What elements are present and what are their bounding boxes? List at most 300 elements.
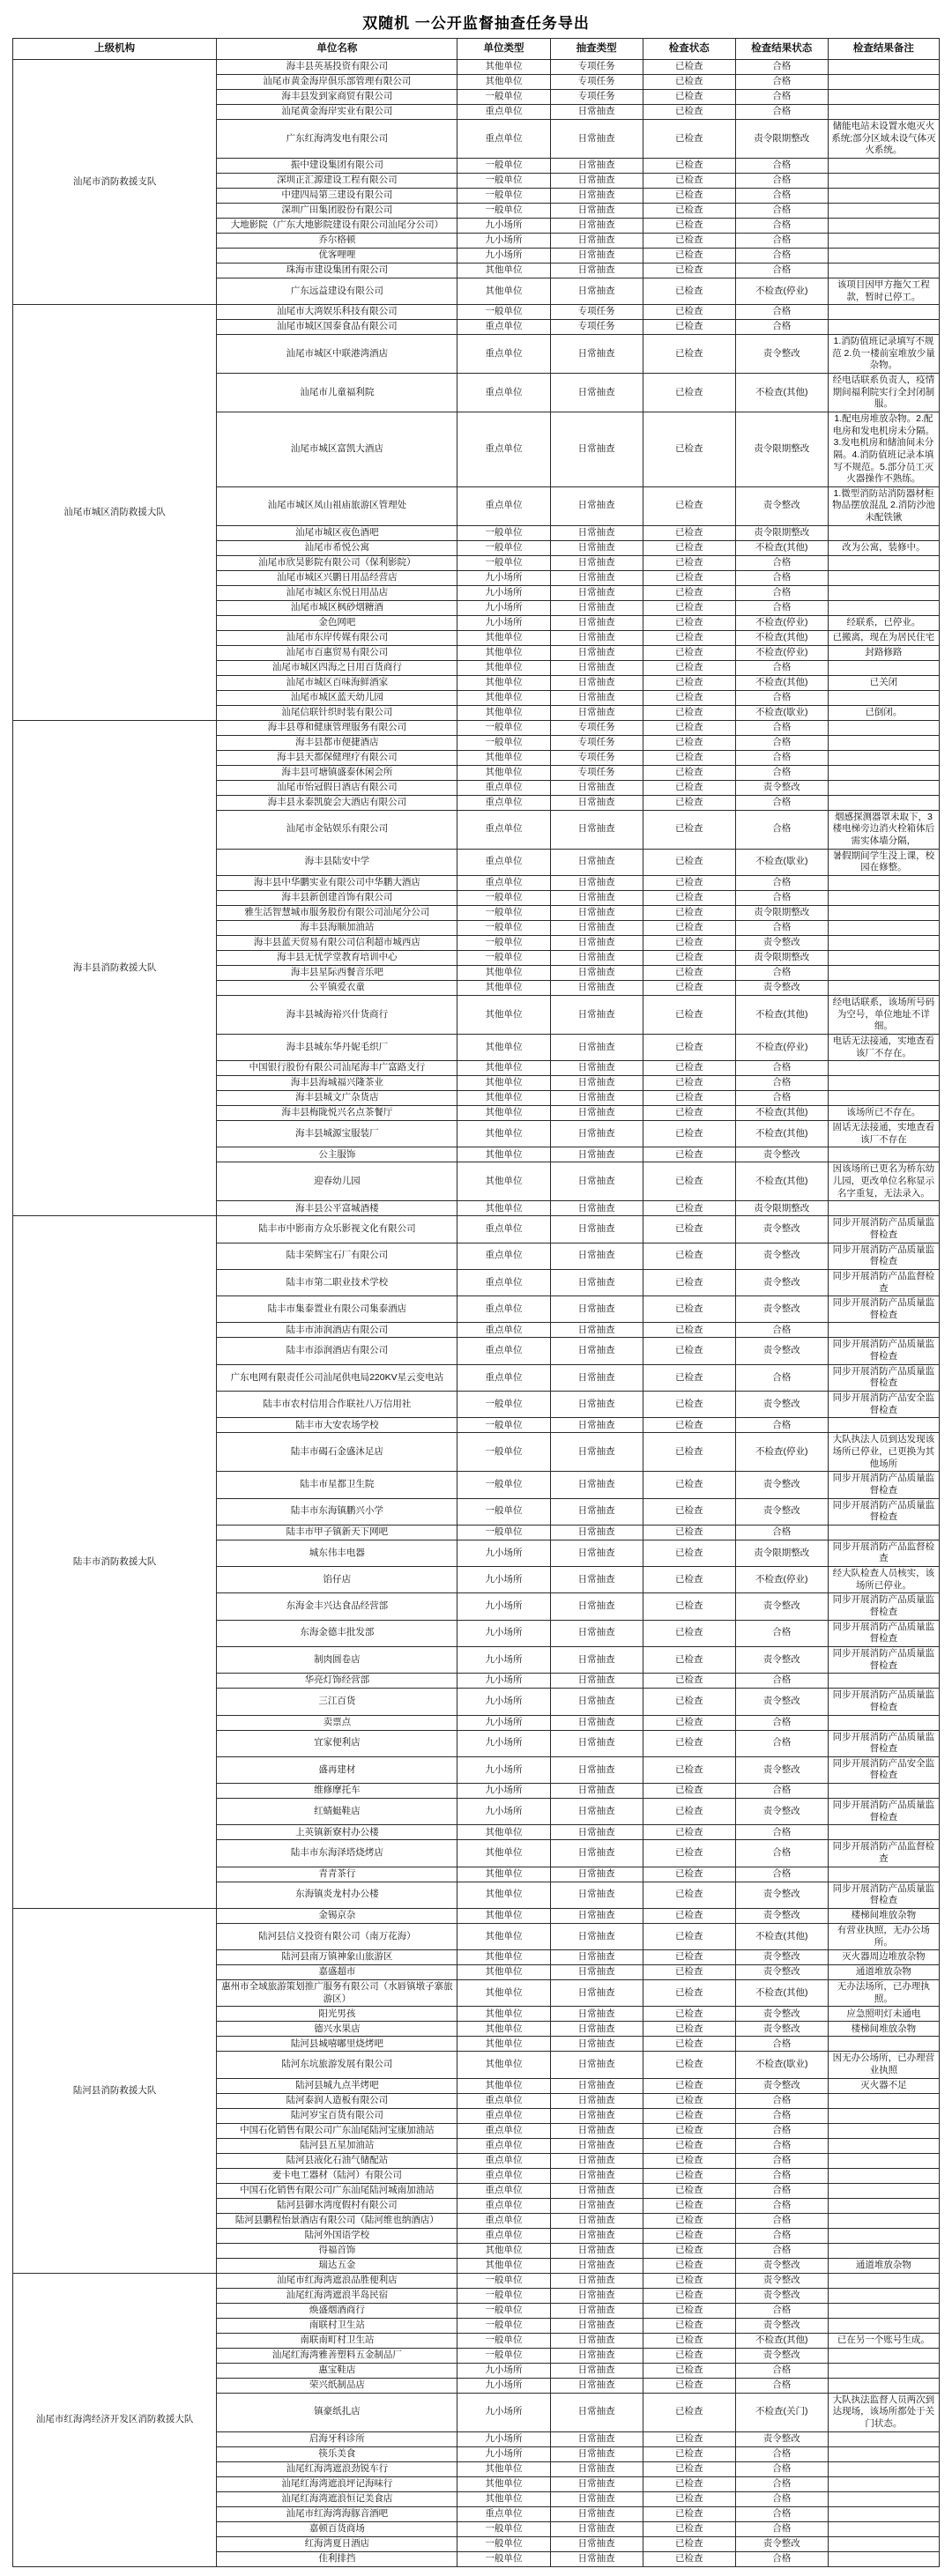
unit-type-cell: 九小场所	[457, 2393, 550, 2431]
result-status-cell: 合格	[735, 2521, 828, 2536]
inspect-status-cell: 已检查	[643, 412, 735, 486]
remark-cell	[828, 2363, 939, 2378]
sampling-type-cell: 日常抽查	[550, 980, 643, 995]
unit-type-cell: 重点单位	[457, 780, 550, 795]
unit-name-cell: 东海镇炎龙村办公楼	[217, 1882, 457, 1908]
sampling-type-cell: 日常抽查	[550, 2052, 643, 2078]
sampling-type-cell: 专项任务	[550, 320, 643, 335]
unit-name-cell: 汕尾市城区凤山祖庙旅游区管理处	[217, 486, 457, 525]
unit-name-cell: 汕尾市百惠贸易有限公司	[217, 645, 457, 660]
remark-cell: 储能电站未设置水炮灭火系统;部分区域未设气体灭火系统。	[828, 119, 939, 158]
result-status-cell: 责令整改	[735, 486, 828, 525]
inspect-status-cell: 已检查	[643, 980, 735, 995]
column-header-org: 上级机构	[13, 39, 217, 60]
inspect-status-cell: 已检查	[643, 1950, 735, 1965]
remark-cell	[828, 2288, 939, 2303]
sampling-type-cell: 专项任务	[550, 765, 643, 780]
remark-cell: 1.配电房堆放杂物。2.配电房和发电机房未分隔。3.发电机房和储油间未分隔。4.消防值班记录本填写不规范。5.部分员工灭火器操作不熟练。	[828, 412, 939, 486]
table-row	[13, 1908, 940, 1923]
sampling-type-cell: 日常抽查	[550, 1950, 643, 1965]
inspect-status-cell: 已检查	[643, 374, 735, 412]
result-status-cell: 合格	[735, 2168, 828, 2183]
remark-cell	[828, 570, 939, 585]
inspect-status-cell: 已检查	[643, 585, 735, 600]
remark-cell	[828, 2318, 939, 2333]
sampling-type-cell: 日常抽查	[550, 1472, 643, 1498]
result-status-cell: 合格	[735, 810, 828, 849]
sampling-type-cell: 日常抽查	[550, 1162, 643, 1201]
inspect-status-cell: 已检查	[643, 630, 735, 645]
table-row	[13, 2273, 940, 2288]
result-status-cell: 合格	[735, 1840, 828, 1867]
unit-name-cell: 汕尾市怡冠假日酒店有限公司	[217, 780, 457, 795]
sampling-type-cell: 日常抽查	[550, 2228, 643, 2243]
unit-type-cell: 一般单位	[457, 305, 550, 320]
inspect-status-cell: 已检查	[643, 1620, 735, 1646]
inspect-status-cell: 已检查	[643, 735, 735, 750]
inspect-status-cell: 已检查	[643, 1061, 735, 1076]
remark-cell	[828, 1147, 939, 1162]
remark-cell: 已在另一个账号生成。	[828, 2333, 939, 2348]
sampling-type-cell: 日常抽查	[550, 1825, 643, 1840]
inspect-status-cell: 已检查	[643, 2491, 735, 2506]
column-header-result-status: 检查结果状态	[735, 39, 828, 60]
inspect-status-cell: 已检查	[643, 2022, 735, 2037]
unit-name-cell: 陆丰市大安农场学校	[217, 1418, 457, 1433]
unit-type-cell: 一般单位	[457, 158, 550, 173]
result-status-cell: 合格	[735, 173, 828, 188]
sampling-type-cell: 专项任务	[550, 59, 643, 74]
sampling-type-cell: 日常抽查	[550, 2243, 643, 2258]
unit-name-cell: 陆丰市添润酒店有限公司	[217, 1338, 457, 1364]
inspect-status-cell: 已检查	[643, 2303, 735, 2318]
sampling-type-cell: 日常抽查	[550, 2476, 643, 2491]
inspect-status-cell: 已检查	[643, 1825, 735, 1840]
unit-name-cell: 汕尾红海湾遮浪坪记海味行	[217, 2476, 457, 2491]
unit-type-cell: 九小场所	[457, 1730, 550, 1756]
sampling-type-cell: 日常抽查	[550, 1908, 643, 1923]
result-status-cell: 责令整改	[735, 1908, 828, 1923]
sampling-type-cell: 日常抽查	[550, 1034, 643, 1060]
inspect-status-cell: 已检查	[643, 1338, 735, 1364]
unit-name-cell: 红蜻蜓鞋店	[217, 1799, 457, 1825]
org-cell: 陆丰市消防救援大队	[13, 1216, 217, 1909]
result-status-cell: 合格	[735, 570, 828, 585]
remark-cell: 大队执法人员到达发现该场所已停业，已更换为其他场所	[828, 1433, 939, 1472]
unit-type-cell: 其他单位	[457, 1076, 550, 1091]
result-status-cell: 合格	[735, 2303, 828, 2318]
inspect-status-cell: 已检查	[643, 2007, 735, 2022]
unit-type-cell: 一般单位	[457, 173, 550, 188]
unit-name-cell: 汕尾红海湾雅善塑料五金制品厂	[217, 2348, 457, 2363]
unit-name-cell: 汕尾红海湾遮浪半岛民宿	[217, 2288, 457, 2303]
unit-type-cell: 一般单位	[457, 920, 550, 935]
unit-type-cell: 重点单位	[457, 486, 550, 525]
unit-name-cell: 中国石化销售有限公司广东汕尾陆河城南加油站	[217, 2183, 457, 2198]
unit-type-cell: 重点单位	[457, 2228, 550, 2243]
sampling-type-cell: 日常抽查	[550, 849, 643, 875]
result-status-cell: 合格	[735, 2228, 828, 2243]
sampling-type-cell: 日常抽查	[550, 2491, 643, 2506]
remark-cell: 电话无法接通，实地查看该厂不存在。	[828, 1034, 939, 1060]
unit-name-cell: 陆丰市农村信用合作联社八万信用社	[217, 1392, 457, 1418]
inspect-status-cell: 已检查	[643, 1034, 735, 1060]
unit-name-cell: 陆河县液化石油气储配站	[217, 2153, 457, 2168]
remark-cell	[828, 585, 939, 600]
sampling-type-cell: 日常抽查	[550, 675, 643, 690]
result-status-cell: 合格	[735, 2551, 828, 2566]
inspect-status-cell: 已检查	[643, 2363, 735, 2378]
unit-type-cell: 一般单位	[457, 89, 550, 104]
remark-cell	[828, 1418, 939, 1433]
result-status-cell: 合格	[735, 735, 828, 750]
remark-cell: 固话无法接通，实地查看该厂不存在	[828, 1121, 939, 1147]
unit-type-cell: 一般单位	[457, 2551, 550, 2566]
sampling-type-cell: 日常抽查	[550, 1965, 643, 1980]
result-status-cell: 不检查(停业)	[735, 615, 828, 630]
inspect-status-cell: 已检查	[643, 1121, 735, 1147]
unit-name-cell: 汕尾红海湾遮浪劲锐车行	[217, 2461, 457, 2476]
inspect-status-cell: 已检查	[643, 119, 735, 158]
unit-name-cell: 广东红海湾发电有限公司	[217, 119, 457, 158]
sampling-type-cell: 日常抽查	[550, 1296, 643, 1323]
unit-type-cell: 其他单位	[457, 1121, 550, 1147]
unit-type-cell: 一般单位	[457, 188, 550, 203]
unit-name-cell: 制肉圆卷店	[217, 1646, 457, 1673]
sampling-type-cell: 日常抽查	[550, 875, 643, 890]
inspect-status-cell: 已检查	[643, 935, 735, 950]
inspect-status-cell: 已检查	[643, 2273, 735, 2288]
remark-cell: 同步开展消防产品质量监督检查	[828, 1216, 939, 1243]
sampling-type-cell: 日常抽查	[550, 1646, 643, 1673]
unit-type-cell: 其他单位	[457, 1980, 550, 2007]
unit-name-cell: 海丰县城东华丹妮毛织厂	[217, 1034, 457, 1060]
unit-name-cell: 陆河泰润人造板有限公司	[217, 2093, 457, 2108]
sampling-type-cell: 日常抽查	[550, 2303, 643, 2318]
remark-cell	[828, 89, 939, 104]
remark-cell	[828, 2506, 939, 2521]
inspect-status-cell: 已检查	[643, 1392, 735, 1418]
inspect-status-cell: 已检查	[643, 525, 735, 540]
sampling-type-cell: 日常抽查	[550, 335, 643, 374]
unit-name-cell: 汕尾市欣昊影院有限公司（保利影院）	[217, 555, 457, 570]
sampling-type-cell: 日常抽查	[550, 412, 643, 486]
unit-type-cell: 重点单位	[457, 2093, 550, 2108]
inspect-status-cell: 已检查	[643, 1799, 735, 1825]
result-status-cell: 责令整改	[735, 1472, 828, 1498]
unit-name-cell: 大地影院（广东大地影院建设有限公司汕尾分公司）	[217, 218, 457, 233]
unit-type-cell: 九小场所	[457, 570, 550, 585]
remark-cell	[828, 2138, 939, 2153]
unit-name-cell: 海丰县可塘镇盛泰休闲会所	[217, 765, 457, 780]
sampling-type-cell: 日常抽查	[550, 2123, 643, 2138]
result-status-cell: 责令限期整改	[735, 412, 828, 486]
sampling-type-cell: 日常抽查	[550, 2318, 643, 2333]
unit-name-cell: 陆丰市集泰置业有限公司集泰酒店	[217, 1296, 457, 1323]
unit-type-cell: 九小场所	[457, 585, 550, 600]
sampling-type-cell: 日常抽查	[550, 1061, 643, 1076]
unit-name-cell: 东海金丰兴达食品经营部	[217, 1593, 457, 1620]
remark-cell	[828, 2378, 939, 2393]
column-header-unit-type: 单位类型	[457, 39, 550, 60]
unit-name-cell: 焕盛烟酒商行	[217, 2303, 457, 2318]
remark-cell	[828, 720, 939, 735]
unit-type-cell: 重点单位	[457, 1296, 550, 1323]
unit-type-cell: 一般单位	[457, 2333, 550, 2348]
unit-type-cell: 一般单位	[457, 203, 550, 218]
sampling-type-cell: 日常抽查	[550, 1715, 643, 1730]
result-status-cell: 不检查(其他)	[735, 995, 828, 1034]
sampling-type-cell: 日常抽查	[550, 2393, 643, 2431]
remark-cell	[828, 600, 939, 615]
result-status-cell: 合格	[735, 2123, 828, 2138]
result-status-cell: 合格	[735, 1091, 828, 1106]
remark-cell	[828, 1867, 939, 1882]
unit-name-cell: 青青茶行	[217, 1867, 457, 1882]
unit-name-cell: 海丰县英基投资有限公司	[217, 59, 457, 74]
sampling-type-cell: 日常抽查	[550, 1121, 643, 1147]
org-cell: 汕尾市城区消防救援大队	[13, 305, 217, 721]
unit-type-cell: 重点单位	[457, 2168, 550, 2183]
unit-type-cell: 其他单位	[457, 263, 550, 278]
sampling-type-cell: 日常抽查	[550, 2108, 643, 2123]
result-status-cell: 不检查(其他)	[735, 1106, 828, 1121]
result-status-cell: 责令整改	[735, 1756, 828, 1783]
sampling-type-cell: 日常抽查	[550, 2431, 643, 2446]
remark-cell	[828, 890, 939, 905]
result-status-cell: 合格	[735, 600, 828, 615]
inspect-status-cell: 已检查	[643, 2258, 735, 2273]
inspect-status-cell: 已检查	[643, 2446, 735, 2461]
remark-cell: 同步开展消防产品监督检查	[828, 1269, 939, 1295]
result-status-cell: 责令整改	[735, 2258, 828, 2273]
unit-name-cell: 宜家便利店	[217, 1730, 457, 1756]
inspect-status-cell: 已检查	[643, 2078, 735, 2093]
sampling-type-cell: 日常抽查	[550, 995, 643, 1034]
result-status-cell: 合格	[735, 690, 828, 705]
inspect-status-cell: 已检查	[643, 2108, 735, 2123]
result-status-cell: 合格	[735, 2243, 828, 2258]
unit-name-cell: 海丰县陆安中学	[217, 849, 457, 875]
remark-cell	[828, 735, 939, 750]
unit-name-cell: 金色网吧	[217, 615, 457, 630]
result-status-cell: 不检查(歇业)	[735, 2052, 828, 2078]
unit-name-cell: 陆河县五星加油站	[217, 2138, 457, 2153]
sampling-type-cell: 日常抽查	[550, 2446, 643, 2461]
remark-cell	[828, 795, 939, 810]
result-status-cell: 合格	[735, 2378, 828, 2393]
sampling-type-cell: 日常抽查	[550, 1076, 643, 1091]
inspect-status-cell: 已检查	[643, 600, 735, 615]
unit-name-cell: 汕尾市城区中联港湾酒店	[217, 335, 457, 374]
result-status-cell: 责令整改	[735, 1498, 828, 1525]
unit-type-cell: 其他单位	[457, 1867, 550, 1882]
result-status-cell: 不检查(其他)	[735, 1162, 828, 1201]
column-header-inspect-status: 检查状态	[643, 39, 735, 60]
unit-name-cell: 惠州市全域旅游策划推广服务有限公司（水唇镇墩子寨旅游区）	[217, 1980, 457, 2007]
unit-type-cell: 其他单位	[457, 1908, 550, 1923]
unit-type-cell: 一般单位	[457, 735, 550, 750]
result-status-cell: 不检查(停业)	[735, 1567, 828, 1593]
result-status-cell: 不检查(关门)	[735, 2393, 828, 2431]
sampling-type-cell: 日常抽查	[550, 1540, 643, 1566]
unit-type-cell: 一般单位	[457, 2536, 550, 2551]
remark-cell	[828, 780, 939, 795]
result-status-cell: 责令整改	[735, 2348, 828, 2363]
sampling-type-cell: 日常抽查	[550, 188, 643, 203]
sampling-type-cell: 日常抽查	[550, 1269, 643, 1295]
remark-cell: 已关闭	[828, 675, 939, 690]
inspect-status-cell: 已检查	[643, 1201, 735, 1216]
unit-type-cell: 其他单位	[457, 1950, 550, 1965]
inspect-status-cell: 已检查	[643, 1433, 735, 1472]
sampling-type-cell: 日常抽查	[550, 2333, 643, 2348]
inspect-status-cell: 已检查	[643, 1840, 735, 1867]
sampling-type-cell: 日常抽查	[550, 1364, 643, 1391]
result-status-cell: 责令整改	[735, 935, 828, 950]
unit-type-cell: 重点单位	[457, 875, 550, 890]
inspect-status-cell: 已检查	[643, 2348, 735, 2363]
remark-cell	[828, 74, 939, 89]
remark-cell	[828, 188, 939, 203]
unit-type-cell: 一般单位	[457, 1433, 550, 1472]
inspect-status-cell: 已检查	[643, 720, 735, 735]
sampling-type-cell: 日常抽查	[550, 1418, 643, 1433]
unit-name-cell: 陆河县南万镇神象山旅游区	[217, 1950, 457, 1965]
result-status-cell: 责令整改	[735, 2273, 828, 2288]
sampling-type-cell: 日常抽查	[550, 2506, 643, 2521]
unit-type-cell: 一般单位	[457, 2288, 550, 2303]
result-status-cell: 责令整改	[735, 1392, 828, 1418]
unit-name-cell: 陆河县信义投资有限公司（南万花海）	[217, 1923, 457, 1949]
unit-type-cell: 一般单位	[457, 890, 550, 905]
result-status-cell: 合格	[735, 2198, 828, 2213]
unit-type-cell: 九小场所	[457, 1620, 550, 1646]
sampling-type-cell: 日常抽查	[550, 1593, 643, 1620]
inspect-status-cell: 已检查	[643, 2461, 735, 2476]
sampling-type-cell: 日常抽查	[550, 1784, 643, 1799]
result-status-cell: 责令整改	[735, 335, 828, 374]
unit-type-cell: 其他单位	[457, 1882, 550, 1908]
result-status-cell: 责令整改	[735, 1296, 828, 1323]
unit-type-cell: 重点单位	[457, 1269, 550, 1295]
unit-name-cell: 海丰县新创建首饰有限公司	[217, 890, 457, 905]
result-status-cell: 合格	[735, 585, 828, 600]
unit-name-cell: 广东远益建设有限公司	[217, 278, 457, 304]
sampling-type-cell: 日常抽查	[550, 690, 643, 705]
remark-cell: 灭火器周边堆放杂物	[828, 1950, 939, 1965]
inspect-status-cell: 已检查	[643, 1106, 735, 1121]
result-status-cell: 责令整改	[735, 1646, 828, 1673]
remark-cell	[828, 2093, 939, 2108]
result-status-cell: 合格	[735, 1674, 828, 1689]
sampling-type-cell: 日常抽查	[550, 1216, 643, 1243]
sampling-type-cell: 日常抽查	[550, 1882, 643, 1908]
inspect-status-cell: 已检查	[643, 233, 735, 248]
unit-type-cell: 其他单位	[457, 2243, 550, 2258]
unit-type-cell: 其他单位	[457, 1034, 550, 1060]
result-status-cell: 不检查(其他)	[735, 1980, 828, 2007]
unit-name-cell: 深圳广田集团股份有限公司	[217, 203, 457, 218]
remark-cell	[828, 2228, 939, 2243]
result-status-cell: 合格	[735, 2476, 828, 2491]
unit-type-cell: 其他单位	[457, 1106, 550, 1121]
sampling-type-cell: 日常抽查	[550, 2138, 643, 2153]
result-status-cell: 合格	[735, 2491, 828, 2506]
unit-type-cell: 其他单位	[457, 1091, 550, 1106]
remark-cell: 大队执法监督人员两次到达现场，该场所都处于关门状态。	[828, 2393, 939, 2431]
inspect-status-cell: 已检查	[643, 675, 735, 690]
result-status-cell: 合格	[735, 2037, 828, 2052]
result-status-cell: 责令整改	[735, 2536, 828, 2551]
unit-type-cell: 九小场所	[457, 600, 550, 615]
result-status-cell: 不检查(停业)	[735, 1034, 828, 1060]
inspect-status-cell: 已检查	[643, 1689, 735, 1715]
unit-name-cell: 维修摩托车	[217, 1784, 457, 1799]
sampling-type-cell: 日常抽查	[550, 630, 643, 645]
unit-type-cell: 九小场所	[457, 2446, 550, 2461]
result-status-cell: 责令整改	[735, 1269, 828, 1295]
unit-name-cell: 汕尾市城区东悦日用品店	[217, 585, 457, 600]
unit-type-cell: 九小场所	[457, 2378, 550, 2393]
unit-type-cell: 重点单位	[457, 1243, 550, 1269]
sampling-type-cell: 日常抽查	[550, 1147, 643, 1162]
sampling-type-cell: 日常抽查	[550, 795, 643, 810]
inspect-status-cell: 已检查	[643, 1418, 735, 1433]
sampling-type-cell: 日常抽查	[550, 1567, 643, 1593]
inspect-status-cell: 已检查	[643, 995, 735, 1034]
sampling-type-cell: 专项任务	[550, 720, 643, 735]
result-status-cell: 合格	[735, 320, 828, 335]
remark-cell	[828, 1201, 939, 1216]
unit-type-cell: 其他单位	[457, 2078, 550, 2093]
table-row	[13, 1216, 940, 1243]
unit-type-cell: 一般单位	[457, 2521, 550, 2536]
unit-type-cell: 一般单位	[457, 720, 550, 735]
remark-cell	[828, 525, 939, 540]
sampling-type-cell: 日常抽查	[550, 2273, 643, 2288]
unit-name-cell: 得福首饰	[217, 2243, 457, 2258]
unit-name-cell: 华亮灯饰经营部	[217, 1674, 457, 1689]
unit-name-cell: 镇豪纸扎店	[217, 2393, 457, 2431]
unit-name-cell: 上英镇新寮村办公楼	[217, 1825, 457, 1840]
remark-cell	[828, 2461, 939, 2476]
inspect-status-cell: 已检查	[643, 615, 735, 630]
inspect-status-cell: 已检查	[643, 1980, 735, 2007]
remark-cell: 同步开展消防产品质量监督检查	[828, 1882, 939, 1908]
unit-name-cell: 振中建设集团有限公司	[217, 158, 457, 173]
inspect-status-cell: 已检查	[643, 1923, 735, 1949]
sampling-type-cell: 日常抽查	[550, 2198, 643, 2213]
inspect-status-cell: 已检查	[643, 540, 735, 555]
unit-name-cell: 陆河东坑旅游发展有限公司	[217, 2052, 457, 2078]
remark-cell: 因该场所已更名为桥东幼儿园，更改单位名称显示名字重复，无法录入。	[828, 1162, 939, 1201]
result-status-cell: 合格	[735, 2093, 828, 2108]
remark-cell: 暑假期间学生没上课，校园在修整。	[828, 849, 939, 875]
result-status-cell: 责令整改	[735, 1243, 828, 1269]
inspect-status-cell: 已检查	[643, 1243, 735, 1269]
inspect-status-cell: 已检查	[643, 2521, 735, 2536]
unit-type-cell: 一般单位	[457, 1392, 550, 1418]
unit-type-cell: 重点单位	[457, 119, 550, 158]
result-status-cell: 不检查(其他)	[735, 540, 828, 555]
remark-cell: 同步开展消防产品安全监督检查	[828, 1756, 939, 1783]
result-status-cell: 合格	[735, 2213, 828, 2228]
inspect-status-cell: 已检查	[643, 74, 735, 89]
inspect-status-cell: 已检查	[643, 905, 735, 920]
unit-name-cell: 陆河县城嘻嘟里烧烤吧	[217, 2037, 457, 2052]
result-status-cell: 责令整改	[735, 1799, 828, 1825]
